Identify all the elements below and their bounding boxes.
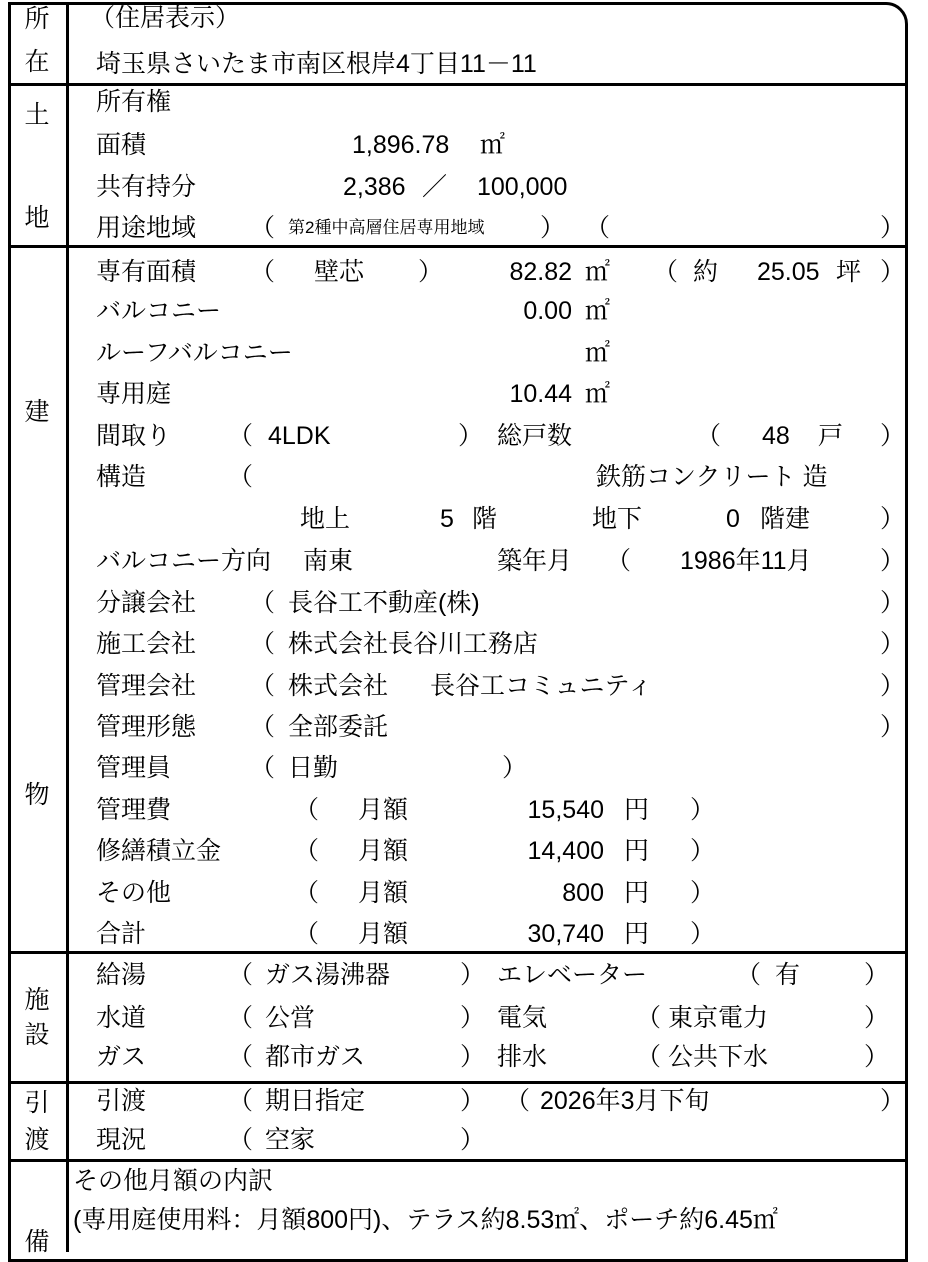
balcony-value: 0.00 — [523, 297, 572, 325]
unit: 円 — [624, 837, 650, 865]
share-label: 共有持分 — [96, 173, 197, 201]
fee-row — [0, 833, 928, 869]
facility-row — [0, 957, 928, 993]
elevator-label: エレベーター — [497, 961, 648, 989]
unit: ㎡ — [585, 339, 611, 367]
paren: （ — [736, 961, 762, 989]
paren: ） — [502, 754, 528, 782]
divider — [8, 1159, 908, 1162]
section-label: 在 — [24, 48, 50, 76]
section-label: 渡 — [24, 1126, 50, 1154]
management-type-value: 全部委託 — [288, 713, 389, 741]
remarks-row — [0, 1163, 928, 1199]
unit: 階 — [472, 505, 498, 533]
facility-row — [0, 1039, 928, 1075]
building-row — [0, 376, 928, 412]
land-row — [0, 84, 928, 120]
paren: （ — [505, 1087, 531, 1115]
paren: ） — [880, 258, 906, 286]
paren: ） — [880, 713, 906, 741]
address-display-label: （住居表示） — [90, 4, 241, 32]
unit: 円 — [624, 796, 650, 824]
unit: ㎡ — [480, 131, 506, 159]
unit: 階建 — [760, 505, 811, 533]
water-value: 公営 — [265, 1004, 316, 1032]
fee-label: 合計 — [96, 920, 147, 948]
paren: （ — [228, 463, 254, 491]
fee-row — [0, 792, 928, 828]
paren: （ — [294, 796, 320, 824]
builder-label: 施工会社 — [96, 630, 197, 658]
paren: （ — [250, 630, 276, 658]
paren: （ — [294, 920, 320, 948]
paren: （ — [636, 1043, 662, 1071]
fee-value: 800 — [562, 879, 604, 907]
paren: （ — [294, 879, 320, 907]
gas-label: ガス — [96, 1043, 147, 1071]
manager-value: 長谷工コミュニティ — [430, 672, 653, 700]
fee-label: その他 — [96, 879, 172, 907]
exclusive-area-value: 82.82 — [509, 258, 572, 286]
fee-row — [0, 875, 928, 911]
section-label: 施 — [24, 986, 50, 1014]
paren: ） — [540, 214, 566, 242]
unit: ㎡ — [585, 380, 611, 408]
paren: （ — [250, 672, 276, 700]
balcony-label: バルコニー — [96, 297, 222, 325]
elevator-value: 有 — [775, 961, 801, 989]
balcony-direction-label: バルコニー方向 — [96, 547, 272, 575]
facility-row — [0, 1000, 928, 1036]
electric-value: 東京電力 — [668, 1004, 769, 1032]
paren: （ — [250, 754, 276, 782]
paren: ） — [690, 920, 716, 948]
section-label: 備 — [24, 1228, 50, 1256]
fee-label: 管理費 — [96, 796, 172, 824]
balcony-direction-value: 南東 — [303, 547, 354, 575]
paren: ） — [690, 796, 716, 824]
building-row — [0, 501, 928, 537]
paren: ） — [458, 422, 484, 450]
paren: （ — [250, 713, 276, 741]
handover-date: 2026年3月下旬 — [540, 1087, 710, 1115]
gas-value: 都市ガス — [265, 1043, 366, 1071]
paren: ） — [880, 547, 906, 575]
fee-row — [0, 916, 928, 952]
section-label: 所 — [24, 5, 50, 33]
status-label: 現況 — [96, 1126, 147, 1154]
layout-value: 4LDK — [268, 422, 331, 450]
garden-label: 専用庭 — [96, 380, 172, 408]
structure-value: 鉄筋コンクリート 造 — [596, 463, 828, 491]
paren: ） — [880, 214, 906, 242]
section-label: 引 — [24, 1089, 50, 1117]
seller-value: 長谷工不動産(株) — [288, 589, 480, 617]
manager-value: 株式会社 — [288, 672, 389, 700]
units-value: 48 — [762, 422, 790, 450]
land-row — [0, 127, 928, 163]
paren: （ — [228, 1043, 254, 1071]
fee-value: 30,740 — [527, 920, 604, 948]
section-label: 建 — [24, 398, 50, 426]
above-ground-value: 5 — [440, 505, 454, 533]
paren: ） — [864, 1043, 890, 1071]
land-area-label: 面積 — [96, 131, 147, 159]
below-ground-label: 地下 — [592, 505, 643, 533]
section-label: 設 — [24, 1021, 50, 1049]
share-denominator: 100,000 — [477, 173, 568, 201]
seller-label: 分譲会社 — [96, 589, 197, 617]
paren: （ — [653, 258, 679, 286]
land-row — [0, 210, 928, 246]
monthly-label: 月額 — [358, 920, 409, 948]
building-row — [0, 293, 928, 329]
paren: ） — [880, 672, 906, 700]
building-row — [0, 750, 928, 786]
manager-label: 管理会社 — [96, 672, 197, 700]
building-row — [0, 459, 928, 495]
paren: ） — [880, 505, 906, 533]
building-row — [0, 335, 928, 371]
staff-label: 管理員 — [96, 754, 172, 782]
hot-water-value: ガス湯沸器 — [265, 961, 391, 989]
approx: 約 — [693, 258, 719, 286]
paren: ） — [460, 1126, 486, 1154]
unit: ㎡ — [585, 258, 611, 286]
paren: ） — [460, 961, 486, 989]
monthly-label: 月額 — [358, 879, 409, 907]
handover-row — [0, 1122, 928, 1158]
share-slash: ／ — [422, 173, 448, 201]
building-row — [0, 418, 928, 454]
paren: （ — [228, 1004, 254, 1032]
builder-value: 株式会社長谷川工務店 — [288, 630, 539, 658]
structure-label: 構造 — [96, 463, 147, 491]
staff-value: 日勤 — [288, 754, 339, 782]
paren: （ — [228, 422, 254, 450]
fee-label: 修繕積立金 — [96, 837, 222, 865]
paren: ） — [690, 879, 716, 907]
fee-value: 15,540 — [527, 796, 604, 824]
zoning-value: 第2種中高層住居専用地域 — [288, 218, 485, 237]
building-row — [0, 254, 928, 290]
roof-balcony-label: ルーフバルコニー — [96, 339, 293, 367]
paren: （ — [294, 837, 320, 865]
paren: ） — [880, 1087, 906, 1115]
exclusive-area-label: 専有面積 — [96, 258, 197, 286]
hot-water-label: 給湯 — [96, 961, 147, 989]
management-type-label: 管理形態 — [96, 713, 197, 741]
unit: 円 — [624, 879, 650, 907]
tsubo-value: 25.05 — [757, 258, 820, 286]
land-row — [0, 169, 928, 205]
paren: ） — [690, 837, 716, 865]
measure-method: 壁芯 — [314, 258, 365, 286]
building-row — [0, 585, 928, 621]
remarks-row — [0, 1202, 928, 1238]
paren: （ — [585, 214, 611, 242]
zoning-label: 用途地域 — [96, 214, 197, 242]
remarks-heading: その他月額の内訳 — [73, 1167, 274, 1195]
paren: ） — [460, 1004, 486, 1032]
built-label: 築年月 — [497, 547, 573, 575]
location-row — [0, 0, 928, 36]
above-ground-label: 地上 — [300, 505, 351, 533]
paren: （ — [250, 258, 276, 286]
building-row — [0, 668, 928, 704]
drain-value: 公共下水 — [668, 1043, 769, 1071]
paren: ） — [460, 1043, 486, 1071]
garden-value: 10.44 — [509, 380, 572, 408]
handover-label: 引渡 — [96, 1087, 147, 1115]
paren: （ — [228, 1087, 254, 1115]
monthly-label: 月額 — [358, 796, 409, 824]
section-label: 土 — [24, 101, 50, 129]
paren: ） — [418, 258, 444, 286]
land-rights: 所有権 — [96, 88, 172, 116]
share-numerator: 2,386 — [343, 173, 406, 201]
paren: ） — [864, 961, 890, 989]
paren: ） — [460, 1087, 486, 1115]
unit: 円 — [624, 920, 650, 948]
building-row — [0, 626, 928, 662]
water-label: 水道 — [96, 1004, 147, 1032]
unit: 坪 — [836, 258, 862, 286]
unit: ㎡ — [585, 297, 611, 325]
building-row — [0, 709, 928, 745]
status-value: 空家 — [265, 1126, 316, 1154]
handover-value: 期日指定 — [265, 1087, 366, 1115]
location-row — [0, 46, 928, 82]
building-row — [0, 543, 928, 579]
paren: （ — [696, 422, 722, 450]
monthly-label: 月額 — [358, 837, 409, 865]
paren: （ — [250, 214, 276, 242]
drain-label: 排水 — [497, 1043, 548, 1071]
section-label: 物 — [24, 781, 50, 809]
paren: （ — [606, 547, 632, 575]
paren: ） — [880, 630, 906, 658]
section-label: 地 — [24, 204, 50, 232]
paren: （ — [228, 1126, 254, 1154]
below-ground-value: 0 — [726, 505, 740, 533]
paren: （ — [228, 961, 254, 989]
paren: ） — [864, 1004, 890, 1032]
fee-value: 14,400 — [527, 837, 604, 865]
units-label: 総戸数 — [497, 422, 573, 450]
address: 埼玉県さいたま市南区根岸4丁目11－11 — [96, 50, 537, 78]
electric-label: 電気 — [497, 1004, 548, 1032]
paren: （ — [636, 1004, 662, 1032]
land-area-value: 1,896.78 — [352, 131, 450, 159]
paren: ） — [880, 422, 906, 450]
paren: ） — [880, 589, 906, 617]
unit: 戸 — [818, 422, 844, 450]
remarks-text: (専用庭使用料：月額800円)、テラス約8.53㎡、ポーチ約6.45㎡ — [73, 1206, 778, 1234]
handover-row — [0, 1083, 928, 1119]
built-value: 1986年11月 — [680, 547, 812, 575]
layout-label: 間取り — [96, 422, 172, 450]
paren: （ — [250, 589, 276, 617]
